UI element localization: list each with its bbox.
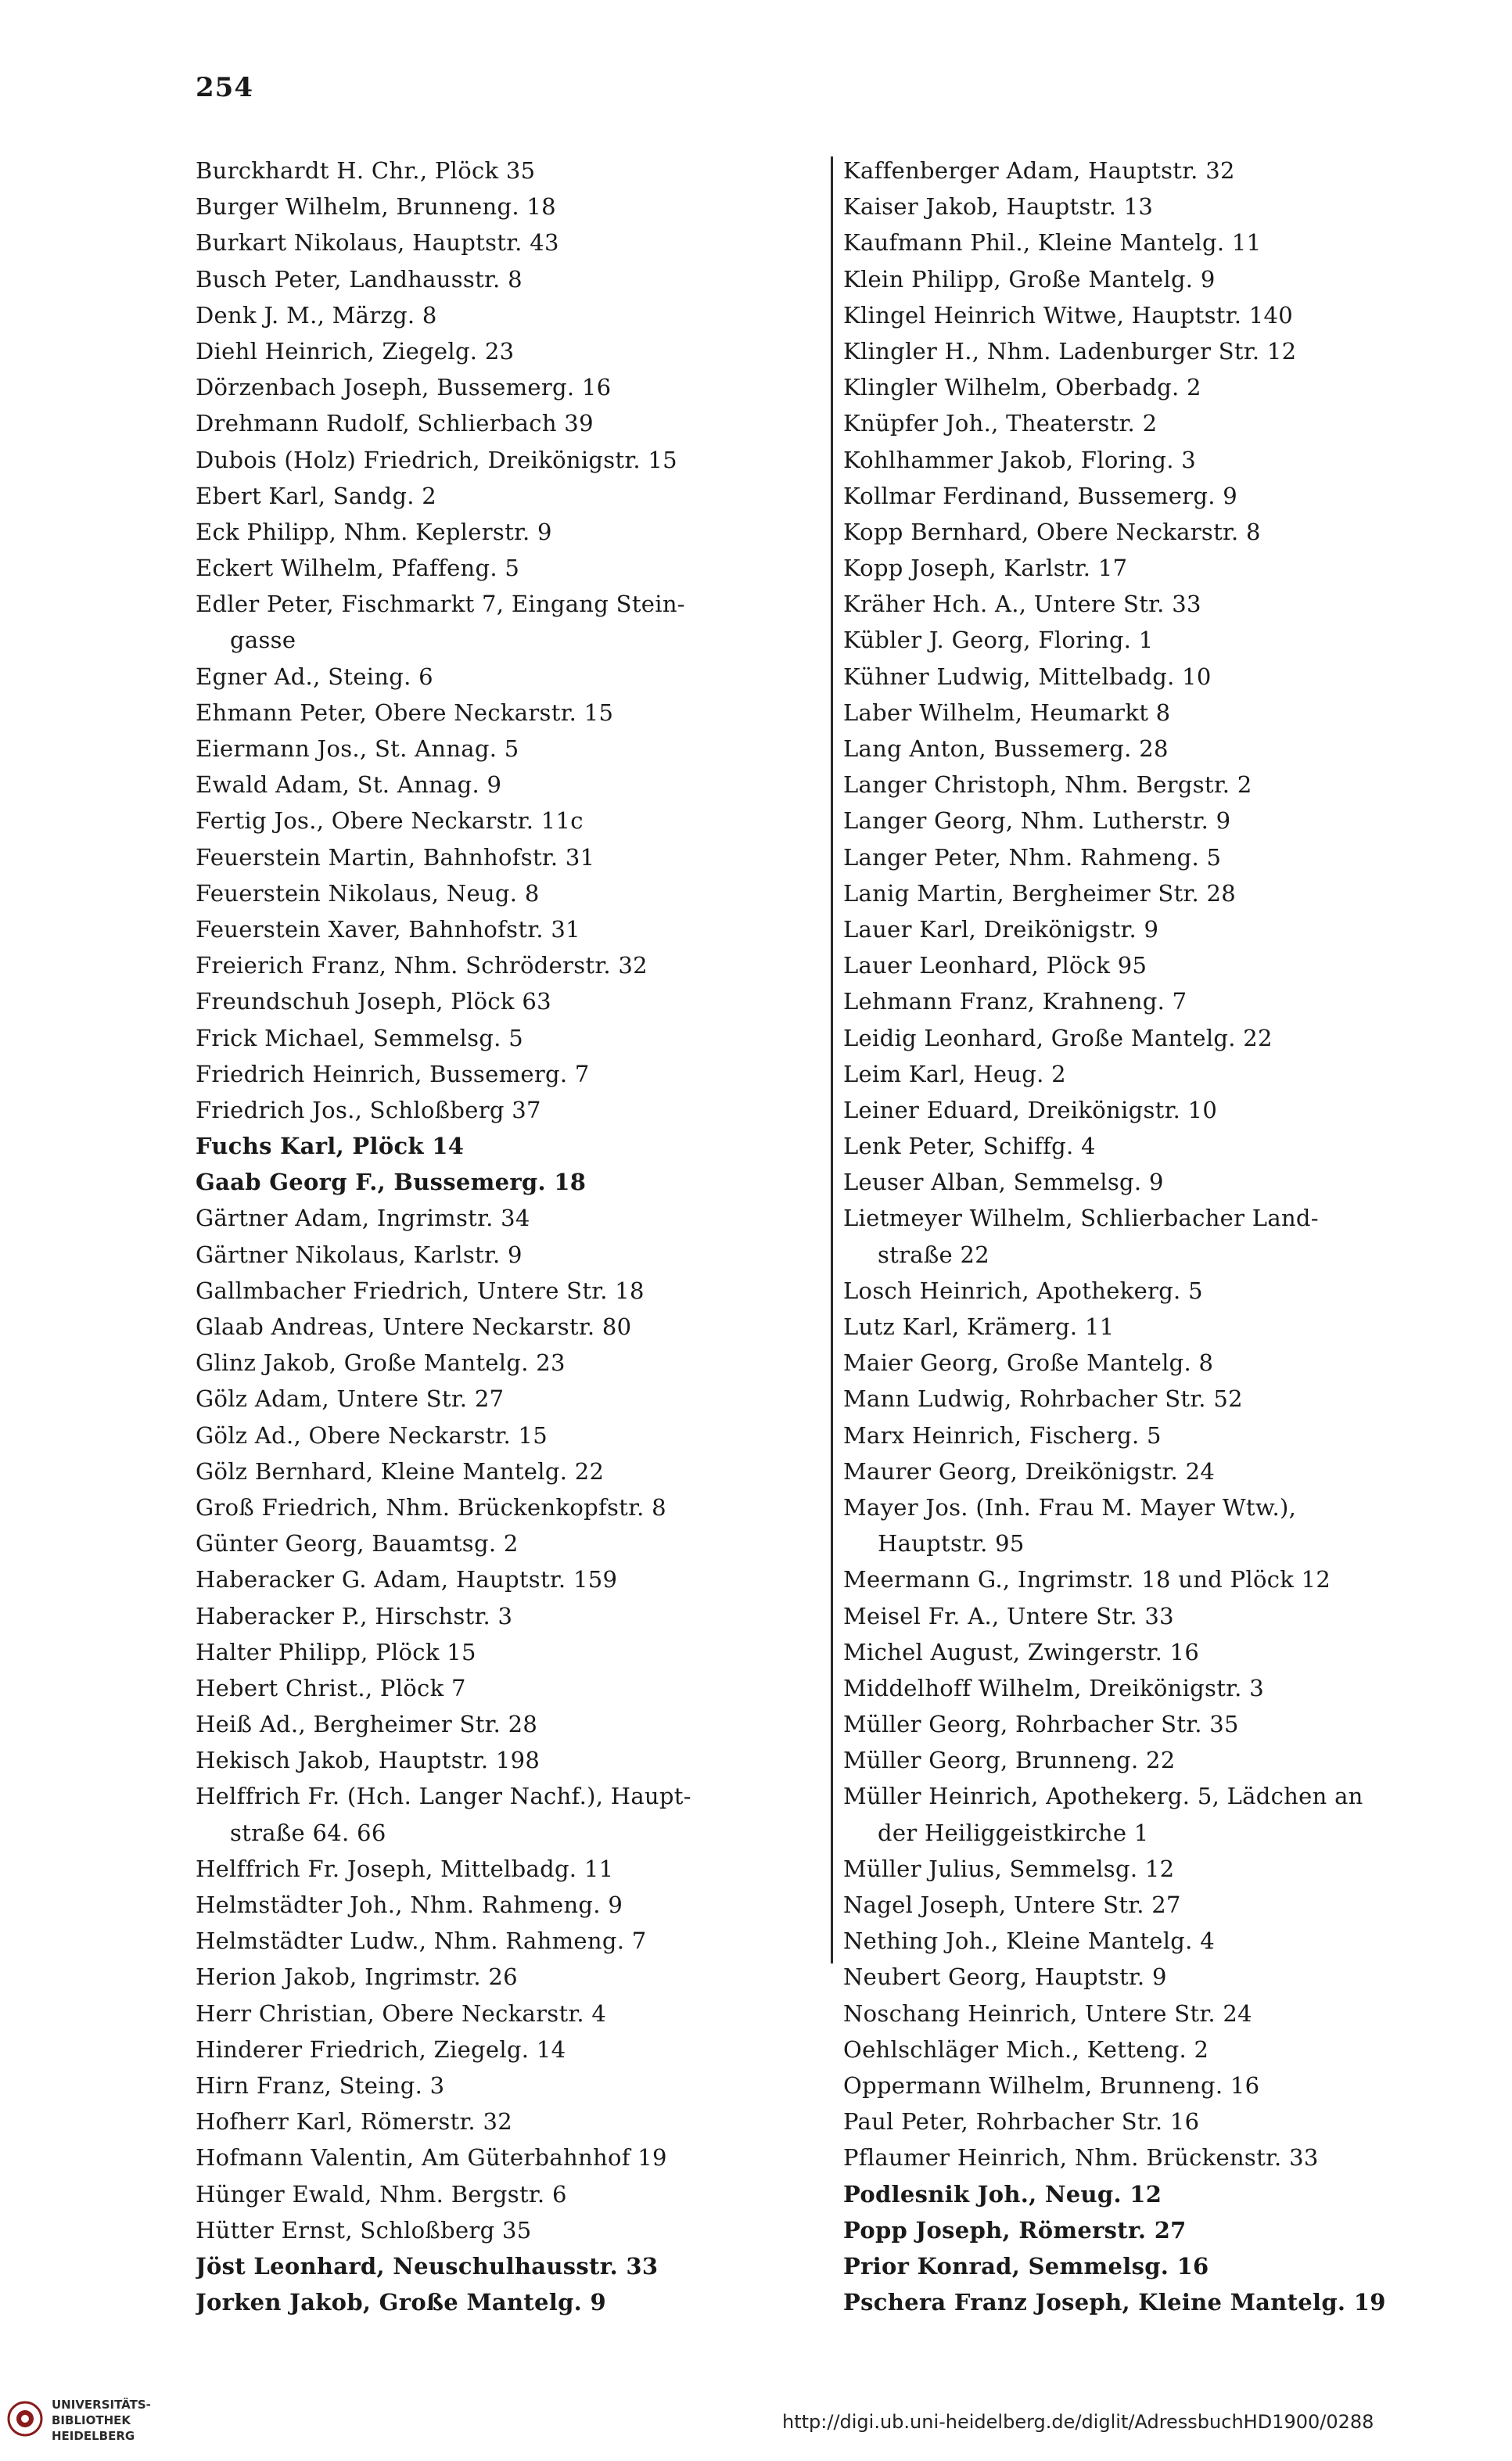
directory-entry: Glaab Andreas, Untere Neckarstr. 80 [196,1313,632,1340]
directory-entry: Hinderer Friedrich, Ziegelg. 14 [196,2035,566,2063]
directory-entry: Meermann G., Ingrimstr. 18 und Plöck 12 [843,1566,1331,1593]
directory-entry: Langer Georg, Nhm. Lutherstr. 9 [843,807,1231,835]
directory-entry: Helffrich Fr. (Hch. Langer Nachf.), Haupt- [196,1783,691,1810]
directory-entry: Drehmann Rudolf, Schlierbach 39 [196,410,594,437]
directory-entry: Müller Georg, Rohrbacher Str. 35 [843,1711,1239,1738]
directory-entry: Paul Peter, Rohrbacher Str. 16 [843,2108,1200,2136]
directory-entry: Heiß Ad., Bergheimer Str. 28 [196,1711,538,1738]
directory-entry: Kühner Ludwig, Mittelbadg. 10 [843,663,1212,690]
directory-entry: Lehmann Franz, Krahneng. 7 [843,988,1187,1015]
directory-entry: Groß Friedrich, Nhm. Brückenkopfstr. 8 [196,1493,666,1521]
directory-entry: Herion Jakob, Ingrimstr. 26 [196,1963,518,1991]
directory-entry: Maier Georg, Große Mantelg. 8 [843,1349,1214,1377]
library-seal-icon [6,2400,44,2438]
directory-entry: Burckhardt H. Chr., Plöck 35 [196,157,536,184]
logo-line-2: BIBLIOTHEK [52,2413,131,2427]
directory-entry: Lauer Leonhard, Plöck 95 [843,952,1147,979]
directory-entry: Hebert Christ., Plöck 7 [196,1674,466,1701]
directory-entry: Losch Heinrich, Apothekerg. 5 [843,1277,1203,1304]
directory-entry: Jorken Jakob, Große Mantelg. 9 [196,2289,606,2316]
directory-entry: Frick Michael, Semmelsg. 5 [196,1024,523,1051]
directory-entry: Podlesnik Joh., Neug. 12 [843,2180,1162,2208]
directory-entry: Edler Peter, Fischmarkt 7, Eingang Stein- [196,591,685,618]
directory-entry: Langer Christoph, Nhm. Bergstr. 2 [843,771,1252,799]
directory-entry: Glinz Jakob, Große Mantelg. 23 [196,1349,566,1377]
directory-entry: Maurer Georg, Dreikönigstr. 24 [843,1457,1216,1485]
directory-entry: Oehlschläger Mich., Ketteng. 2 [843,2035,1209,2063]
directory-entry: Mayer Jos. (Inh. Frau M. Mayer Wtw.), [843,1493,1297,1521]
directory-entry: Kaiser Jakob, Hauptstr. 13 [843,193,1154,221]
directory-entry-continuation: straße 64. 66 [230,1819,386,1846]
left-column [196,153,829,2320]
directory-entry-continuation: straße 22 [878,1241,990,1268]
directory-entry: Ehmann Peter, Obere Neckarstr. 15 [196,699,614,726]
directory-entry: Eck Philipp, Nhm. Keplerstr. 9 [196,518,552,545]
directory-entry: Gärtner Adam, Ingrimstr. 34 [196,1205,530,1232]
directory-entry: Jöst Leonhard, Neuschulhausstr. 33 [196,2252,659,2280]
page-number: 254 [196,72,253,103]
directory-entry: Burger Wilhelm, Brunneng. 18 [196,193,556,221]
directory-entry: Egner Ad., Steing. 6 [196,663,433,690]
column-divider [831,156,833,1963]
directory-entry: Günter Georg, Bauamtsg. 2 [196,1530,519,1557]
directory-entry: Pflaumer Heinrich, Nhm. Brückenstr. 33 [843,2144,1319,2172]
directory-entry: Freundschuh Joseph, Plöck 63 [196,988,551,1015]
directory-entry: Hofherr Karl, Römerstr. 32 [196,2108,512,2136]
directory-entry: Ewald Adam, St. Annag. 9 [196,771,502,799]
directory-entry: Leidig Leonhard, Große Mantelg. 22 [843,1024,1273,1051]
directory-entry: Klingler Wilhelm, Oberbadg. 2 [843,374,1201,401]
directory-entry: Kohlhammer Jakob, Floring. 3 [843,446,1196,473]
directory-entry: Gärtner Nikolaus, Karlstr. 9 [196,1241,523,1268]
directory-entry: Middelhoff Wilhelm, Dreikönigstr. 3 [843,1674,1264,1701]
directory-entry: Fertig Jos., Obere Neckarstr. 11c [196,807,584,835]
directory-entry: Diehl Heinrich, Ziegelg. 23 [196,337,515,365]
directory-entry: Haberacker P., Hirschstr. 3 [196,1602,513,1629]
directory-entry: Gallmbacher Friedrich, Untere Str. 18 [196,1277,645,1304]
directory-entry: Meisel Fr. A., Untere Str. 33 [843,1602,1174,1629]
directory-entry: Müller Georg, Brunneng. 22 [843,1747,1176,1774]
library-logo[interactable] [6,2394,202,2448]
directory-entry: Oppermann Wilhelm, Brunneng. 16 [843,2071,1260,2099]
logo-line-3: HEIDELBERG [52,2429,135,2443]
directory-entry: Lietmeyer Wilhelm, Schlierbacher Land- [843,1205,1319,1232]
directory-entry: Eiermann Jos., St. Annag. 5 [196,735,519,762]
directory-entry: Laber Wilhelm, Heumarkt 8 [843,699,1171,726]
directory-entry: Helmstädter Ludw., Nhm. Rahmeng. 7 [196,1927,647,1955]
directory-entry: Marx Heinrich, Fischerg. 5 [843,1421,1162,1449]
directory-entry: Dubois (Holz) Friedrich, Dreikönigstr. 15 [196,446,677,473]
directory-entry: Friedrich Heinrich, Bussemerg. 7 [196,1060,590,1087]
directory-entry-continuation: gasse [230,627,296,654]
directory-entry: Klingler H., Nhm. Ladenburger Str. 12 [843,337,1297,365]
directory-entry: Fuchs Karl, Plöck 14 [196,1133,465,1160]
directory-entry: Busch Peter, Landhausstr. 8 [196,265,523,293]
directory-entry: Kübler J. Georg, Floring. 1 [843,627,1154,654]
right-column [843,153,1477,2320]
directory-entry: Lanig Martin, Bergheimer Str. 28 [843,879,1237,907]
directory-entry: Müller Heinrich, Apothekerg. 5, Lädchen an [843,1783,1363,1810]
directory-entry: Feuerstein Nikolaus, Neug. 8 [196,879,540,907]
directory-entry: Eckert Wilhelm, Pfaffeng. 5 [196,555,520,582]
directory-entry: Kopp Bernhard, Obere Neckarstr. 8 [843,518,1261,545]
directory-entry: Noschang Heinrich, Untere Str. 24 [843,1999,1252,2027]
directory-entry: Neubert Georg, Hauptstr. 9 [843,1963,1167,1991]
directory-entry: Feuerstein Martin, Bahnhofstr. 31 [196,843,595,871]
directory-entry: Hofmann Valentin, Am Güterbahnhof 19 [196,2144,667,2172]
directory-entry: Klingel Heinrich Witwe, Hauptstr. 140 [843,301,1294,329]
directory-entry: Lauer Karl, Dreikönigstr. 9 [843,915,1159,943]
directory-entry: Popp Joseph, Römerstr. 27 [843,2216,1187,2244]
directory-entry: Prior Konrad, Semmelsg. 16 [843,2252,1209,2280]
directory-entry: Hütter Ernst, Schloßberg 35 [196,2216,532,2244]
directory-entry: Nagel Joseph, Untere Str. 27 [843,1892,1181,1918]
directory-entry: Ebert Karl, Sandg. 2 [196,482,437,509]
directory-entry: Hekisch Jakob, Hauptstr. 198 [196,1747,541,1774]
directory-entry: Gölz Ad., Obere Neckarstr. 15 [196,1421,548,1449]
directory-entry: Dörzenbach Joseph, Bussemerg. 16 [196,374,612,401]
directory-entry: Lenk Peter, Schiffg. 4 [843,1133,1096,1160]
directory-entry: Denk J. M., Märzg. 8 [196,301,437,329]
directory-entry: Gölz Adam, Untere Str. 27 [196,1385,505,1413]
directory-entry: Pschera Franz Joseph, Kleine Mantelg. 19 [843,2289,1386,2316]
directory-entry: Helmstädter Joh., Nhm. Rahmeng. 9 [196,1892,623,1918]
directory-entry: Mann Ludwig, Rohrbacher Str. 52 [843,1385,1243,1413]
directory-entry-continuation: Hauptstr. 95 [878,1530,1025,1557]
directory-entry-continuation: der Heiliggeistkirche 1 [878,1819,1149,1846]
directory-entry: Müller Julius, Semmelsg. 12 [843,1855,1175,1882]
directory-entry: Lang Anton, Bussemerg. 28 [843,735,1169,762]
directory-entry: Kaffenberger Adam, Hauptstr. 32 [843,157,1235,184]
directory-entry: Lutz Karl, Krämerg. 11 [843,1313,1115,1340]
directory-entry: Friedrich Jos., Schloßberg 37 [196,1096,541,1123]
directory-entry: Nething Joh., Kleine Mantelg. 4 [843,1927,1215,1955]
directory-entry: Halter Philipp, Plöck 15 [196,1638,476,1665]
directory-entry: Hünger Ewald, Nhm. Bergstr. 6 [196,2180,567,2208]
directory-entry: Freierich Franz, Nhm. Schröderstr. 32 [196,952,648,979]
directory-entry: Leuser Alban, Semmelsg. 9 [843,1169,1164,1196]
logo-line-1: UNIVERSITÄTS- [52,2398,151,2412]
source-url[interactable]: http://digi.ub.uni-heidelberg.de/diglit/AdressbuchHD1900/0288 [782,2411,1374,2433]
footer [0,2378,1512,2461]
directory-entry: Kollmar Ferdinand, Bussemerg. 9 [843,482,1237,509]
directory-entry: Knüpfer Joh., Theaterstr. 2 [843,410,1158,437]
directory-entry: Burkart Nikolaus, Hauptstr. 43 [196,229,559,257]
directory-entry: Kaufmann Phil., Kleine Mantelg. 11 [843,229,1262,257]
directory-entry: Kopp Joseph, Karlstr. 17 [843,555,1128,582]
directory-entry: Gaab Georg F., Bussemerg. 18 [196,1169,587,1196]
directory-entry: Langer Peter, Nhm. Rahmeng. 5 [843,843,1222,871]
directory-entry: Leiner Eduard, Dreikönigstr. 10 [843,1096,1218,1123]
directory-entry: Helffrich Fr. Joseph, Mittelbadg. 11 [196,1855,614,1882]
directory-entry: Haberacker G. Adam, Hauptstr. 159 [196,1566,618,1593]
directory-entry: Klein Philipp, Große Mantelg. 9 [843,265,1216,293]
directory-entry: Hirn Franz, Steing. 3 [196,2071,445,2099]
directory-entry: Kräher Hch. A., Untere Str. 33 [843,591,1201,618]
library-logo-text [52,2397,151,2444]
directory-entry: Gölz Bernhard, Kleine Mantelg. 22 [196,1457,605,1485]
directory-entry: Leim Karl, Heug. 2 [843,1060,1066,1087]
directory-entry: Feuerstein Xaver, Bahnhofstr. 31 [196,915,580,943]
directory-entry: Michel August, Zwingerstr. 16 [843,1638,1200,1665]
directory-entry: Herr Christian, Obere Neckarstr. 4 [196,1999,607,2027]
